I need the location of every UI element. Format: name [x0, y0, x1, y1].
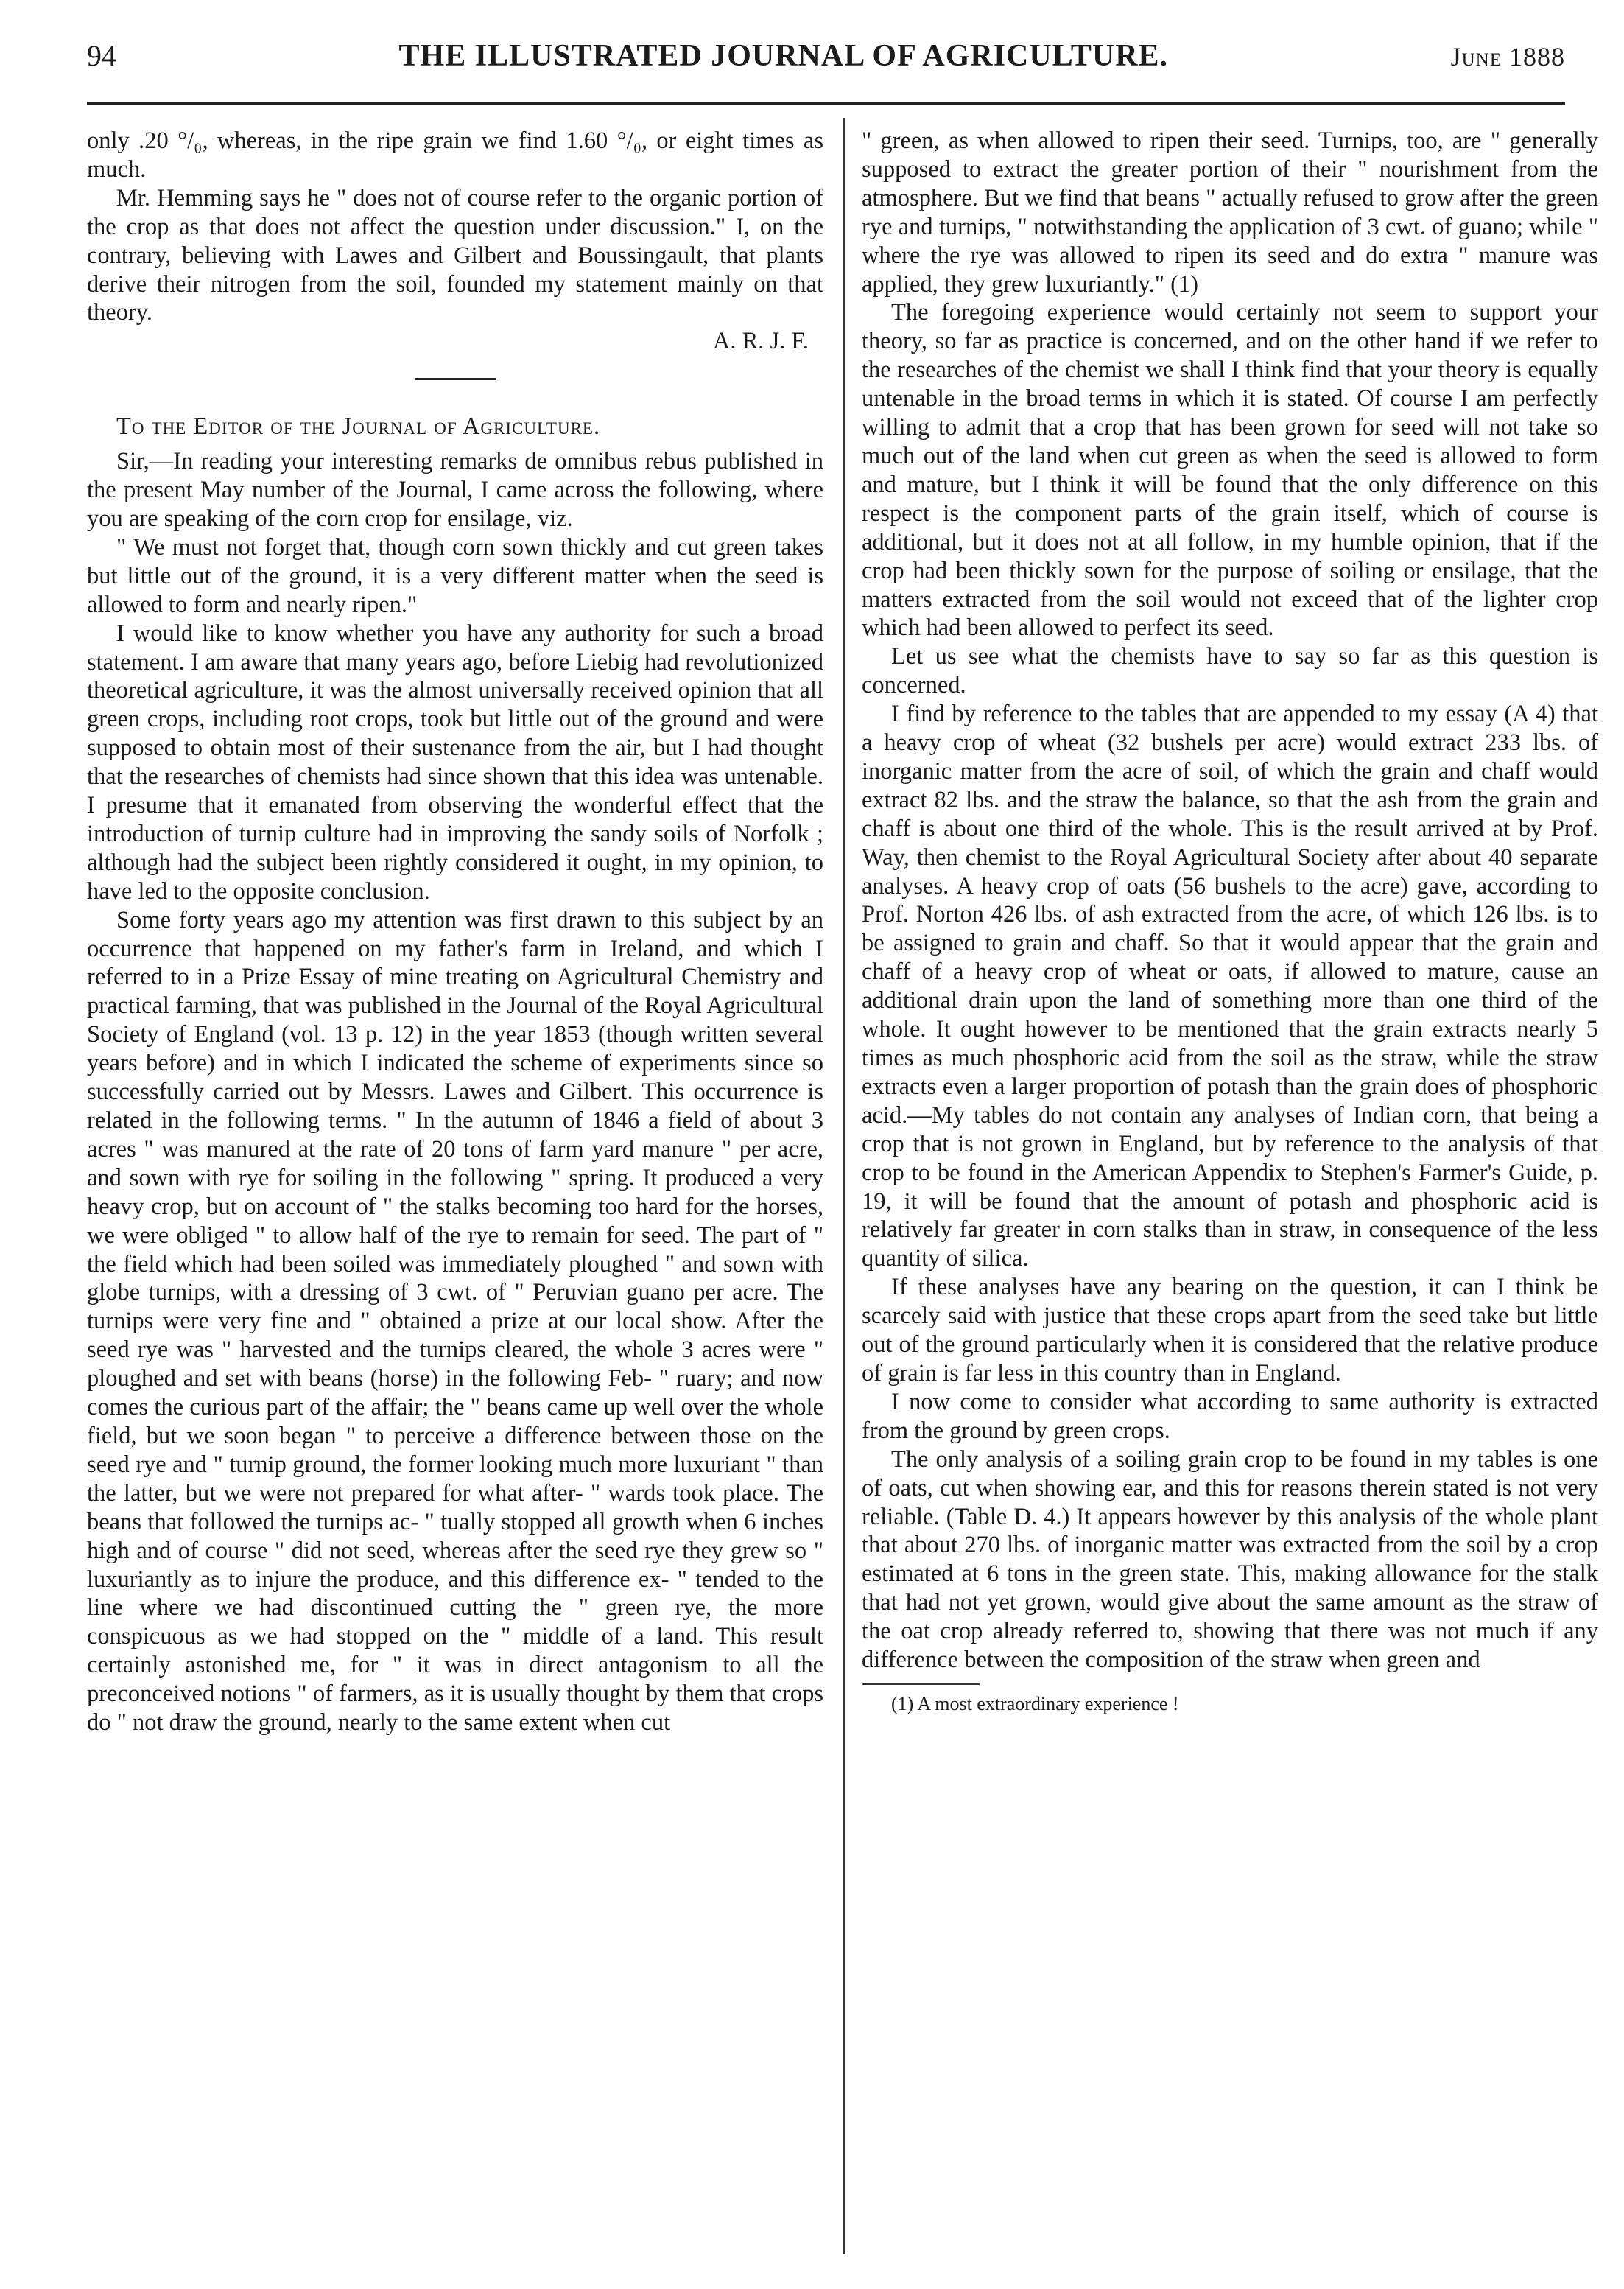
running-header	[87, 38, 1565, 83]
paragraph: Let us see what the chemists have to say so far as this question is concerned.	[862, 643, 1598, 699]
paragraph: " green, as when allowed to ripen their seed. Turnips, too, are " generally supposed to extract the greater portion of their " nourishment from the atmosphere. But we find that beans " actually refused to grow after the green rye and turnips, " notwithstanding the application of 3 cwt. of guano; while " where the rye was allowed to ripen its seed and do extra " manure was applied, they grew luxuriantly." (1)	[862, 127, 1598, 298]
right-column	[862, 127, 1598, 1716]
paragraph: I find by reference to the tables that are appended to my essay (A 4) that a heavy crop of wheat (32 bushels per acre) would extract 233 lbs. of inorganic matter from the acre of soil, of which the grain and chaff would extract 82 lbs. and the straw the balance, so that the ash from the grain and chaff is about one third of the whole. This is the result arrived at by Prof. Way, then chemist to the Royal Agricultural Society after about 40 separate analyses. A heavy crop of oats (56 bushels to the acre) gave, according to Prof. Norton 426 lbs. of ash extracted from the acre, of which 126 lbs. is to be assigned to grain and chaff. So that it would appear that the grain and chaff of a heavy crop of wheat or oats, if allowed to mature, cause an additional drain upon the land of something more than one third of the whole. It ought however to be mentioned that the grain extracts nearly 5 times as much phosphoric acid from the soil as the straw, while the straw extracts even a larger proportion of potash than the grain does of phosphoric acid.—My tables do not contain any analyses of Indian corn, that being a crop that is not grown in England, but by reference to the analysis of that crop to be found in the American Appendix to Stephen's Farmer's Guide, p. 19, it will be found that the amount of potash and phosphoric acid is relatively far greater in corn stalks than in straw, in consequence of the less quantity of silica.	[862, 701, 1598, 1272]
paragraph: Mr. Hemming says he " does not of course refer to the organic portion of the crop as that does not affect the question under discussion." I, on the contrary, believing with Lawes and Gilbert and Boussingault, that plants derive their nitrogen from the soil, founded my statement mainly on that theory.	[87, 184, 823, 326]
left-column	[87, 127, 823, 1737]
paragraph: only .20 °/₀, whereas, in the ripe grain we find 1.60 °/₀, or eight times as much.	[87, 127, 823, 183]
footnote-rule	[862, 1683, 980, 1685]
header-rule	[87, 102, 1565, 105]
paragraph: The only analysis of a soiling grain crop to be found in my tables is one of oats, cut when showing ear, and this for reasons therein stated is not very reliable. (Table D. 4.) It appears however by this analysis of the whole plant that about 270 lbs. of inorganic matter was extracted from the soil by a crop estimated at 6 tons in the green state. This, making allowance for the stalk that had not yet grown, would give about the same amount as the straw of the oat crop already referred to, showing that there was not much if any difference between the composition of the straw when green and	[862, 1445, 1598, 1674]
paragraph: Sir,—In reading your interesting remarks de omnibus rebus published in the present May number of the Journal, I came across the following, where you are speaking of the corn crop for ensilage, viz.	[87, 448, 823, 532]
paragraph: " We must not forget that, though corn sown thickly and cut green takes but little out of the ground, it is a very different matter when the seed is allowed to form and nearly ripen."	[87, 533, 823, 618]
signature-line	[87, 327, 823, 356]
paragraph: The foregoing experience would certainly not seem to support your theory, so far as practice is concerned, and on the other hand if we refer to the researches of the chemist we shall I think find that your theory is equally untenable in the broad terms in which it is stated. Of course I am perfectly willing to admit that a crop that has been grown for seed will not take so much out of the land when cut green as when the seed is allowed to form and mature, but I think it will be found that the only difference on this respect is the component parts of the grain itself, which of course is additional, but it does not at all follow, in my humble opinion, that if the crop had been thickly sown for the purpose of soiling or ensilage, that the matters extracted from the soil would not exceed that of the lighter crop which had been allowed to perfect its seed.	[862, 299, 1598, 642]
journal-title: THE ILLUSTRATED JOURNAL OF AGRICULTURE.	[398, 39, 1169, 73]
column-divider	[843, 118, 845, 2254]
letter-heading: To the Editor of the Journal of Agriculture.	[116, 413, 601, 441]
footnote: (1) A most extraordinary experience !	[891, 1692, 1179, 1714]
paragraph: I now come to consider what according to same authority is extracted from the ground by green crops.	[862, 1388, 1598, 1444]
paragraph: If these analyses have any bearing on the question, it can I think be scarcely said with justice that these crops apart from the seed take but little out of the ground particularly when it is considered that the relative produce of grain is far less in this country than in England.	[862, 1274, 1598, 1387]
paragraph: I would like to know whether you have any authority for such a broad statement. I am aware that many years ago, before Liebig had revolutionized theoretical agriculture, it was the almost universally received opinion that all green crops, including root crops, took but little out of the ground and were supposed to obtain most of their sustenance from the air, but I had thought that the researches of chemists had since shown that this idea was untenable. I presume that it emanated from observing the wonderful effect that the introduction of turnip culture had in improving the sandy soils of Norfolk ; although had the subject been rightly considered it ought, in my opinion, to have led to the opposite conclusion.	[87, 620, 823, 905]
issue-date: June 1888	[1450, 42, 1565, 71]
paragraph: Some forty years ago my attention was first drawn to this subject by an occurrence that happened on my father's farm in Ireland, and which I referred to in a Prize Essay of mine treating on Agricultural Chemistry and practical farming, that was published in the Journal of the Royal Agricultural Society of England (vol. 13 p. 12) in the year 1853 (though written several years before) and in which I indicated the scheme of experiments since so successfully carried out by Messrs. Lawes and Gilbert. This occurrence is related in the following terms. " In the autumn of 1846 a field of about 3 acres " was manured at the rate of 20 tons of farm yard manure " per acre, and sown with rye for soiling in the following " spring. It produced a very heavy crop, but on account of " the stalks becoming too hard for the horses, we were obliged " to allow half of the rye to remain for seed. The part of " the field which had been soiled was immediately ploughed " and sown with globe turnips, with a dressing of 3 cwt. of " Peruvian guano per acre. The turnips were very fine and " obtained a prize at our local show. After the seed rye was " harvested and the turnips cleared, the whole 3 acres were " ploughed and set with beans (horse) in the following Feb- " ruary; and now comes the curious part of the affair; the " beans came up well over the whole field, but we soon began " to perceive a difference between those on the seed rye and " turnip ground, the former looking much more luxuriant " than the latter, but we were not prepared for what after- " wards took place. The beans that followed the turnips ac- " tually stopped all growth when 6 inches high and of course " did not seed, whereas after the seed rye they grew so " luxuriantly as to injure the produce, and this difference ex- " tended to the line where we had discontinued cutting the " green rye, the more conspicuous as we had stopped on the " middle of a land. This result certainly astonished me, for " it was in direct antagonism to all the preconceived notions " of farmers, as it is usually thought by them that crops do " not draw the ground, nearly to the same extent when cut	[87, 906, 824, 1736]
section-rule	[415, 378, 496, 380]
signature: A. R. J. F.	[712, 328, 809, 355]
page-number: 94	[87, 39, 116, 72]
